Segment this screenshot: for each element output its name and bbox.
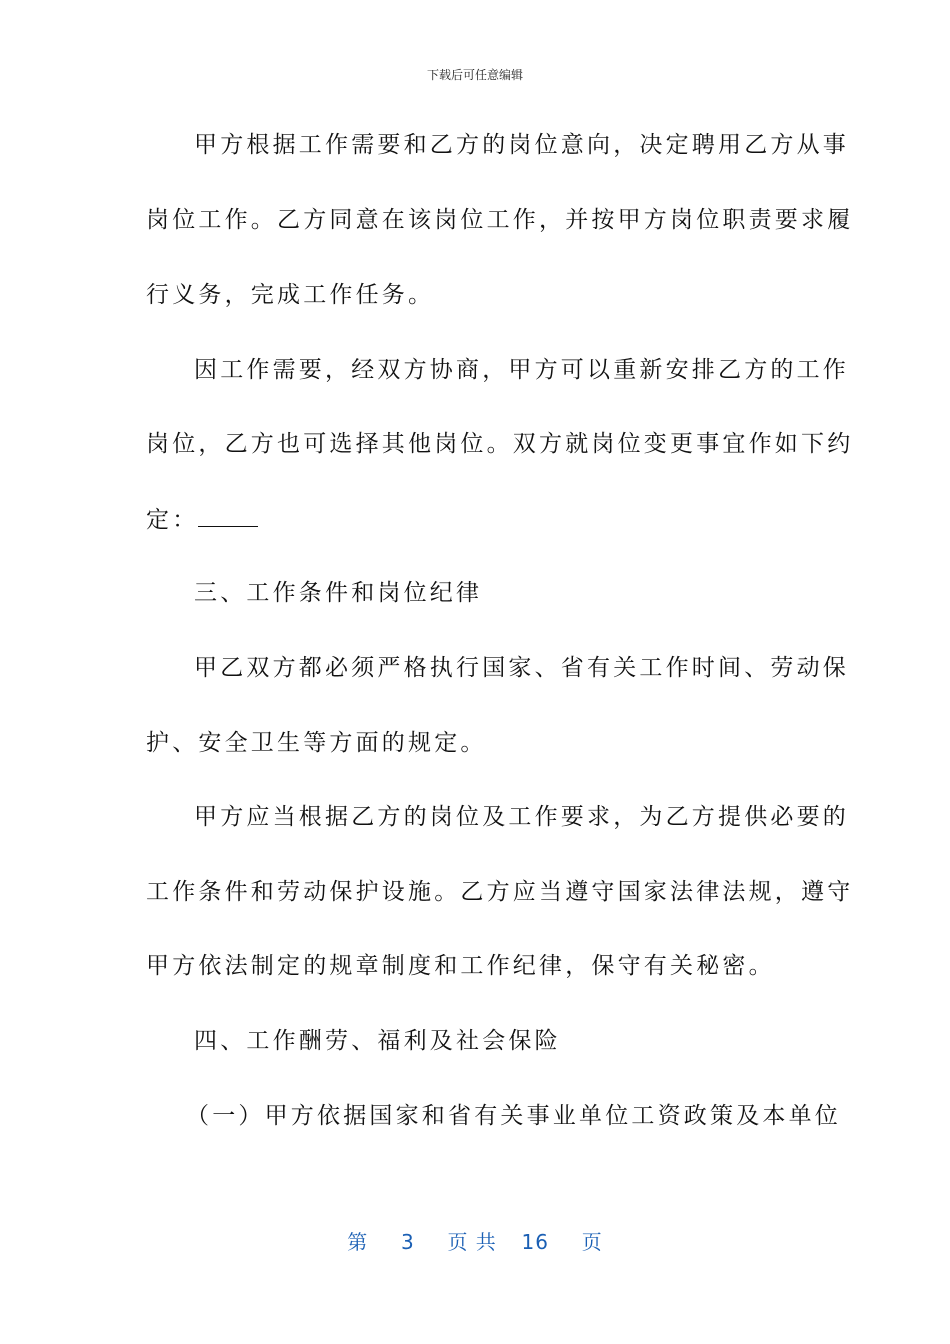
body-line-9: 护、安全卫生等方面的规定。 xyxy=(146,730,487,756)
body-line-1: 甲方根据工作需要和乙方的岗位意向，决定聘用乙方从事 xyxy=(194,132,849,158)
body-line-14: （一）甲方依据国家和省有关事业单位工资政策及本单位 xyxy=(186,1103,841,1129)
page-footer xyxy=(0,1226,950,1255)
footer-prefix: 第 xyxy=(347,1230,369,1254)
fill-in-blank xyxy=(198,504,258,527)
body-line-5: 岗位，乙方也可选择其他岗位。双方就岗位变更事宜作如下约 xyxy=(146,431,854,457)
body-line-10: 甲方应当根据乙方的岗位及工作要求，为乙方提供必要的 xyxy=(194,804,849,830)
footer-middle: 页 共 xyxy=(447,1230,497,1254)
body-line-2: 岗位工作。乙方同意在该岗位工作，并按甲方岗位职责要求履 xyxy=(146,207,854,233)
section-heading-4: 四、工作酬劳、福利及社会保险 xyxy=(194,1028,561,1054)
body-line-8: 甲乙双方都必须严格执行国家、省有关工作时间、劳动保 xyxy=(194,655,849,681)
page-header: 下载后可任意编辑 xyxy=(426,68,523,82)
footer-suffix: 页 xyxy=(581,1230,603,1254)
body-line-11: 工作条件和劳动保护设施。乙方应当遵守国家法律法规，遵守 xyxy=(146,879,854,905)
footer-total-pages: 16 xyxy=(521,1230,549,1254)
section-heading-3: 三、工作条件和岗位纪律 xyxy=(194,580,483,606)
body-line-6 xyxy=(146,504,258,535)
body-line-4: 因工作需要，经双方协商，甲方可以重新安排乙方的工作 xyxy=(194,357,849,383)
body-line-6-text: 定： xyxy=(146,507,199,533)
footer-page-number: 3 xyxy=(401,1230,415,1254)
body-line-12: 甲方依法制定的规章制度和工作纪律，保守有关秘密。 xyxy=(146,953,775,979)
body-line-3: 行义务，完成工作任务。 xyxy=(146,282,435,308)
